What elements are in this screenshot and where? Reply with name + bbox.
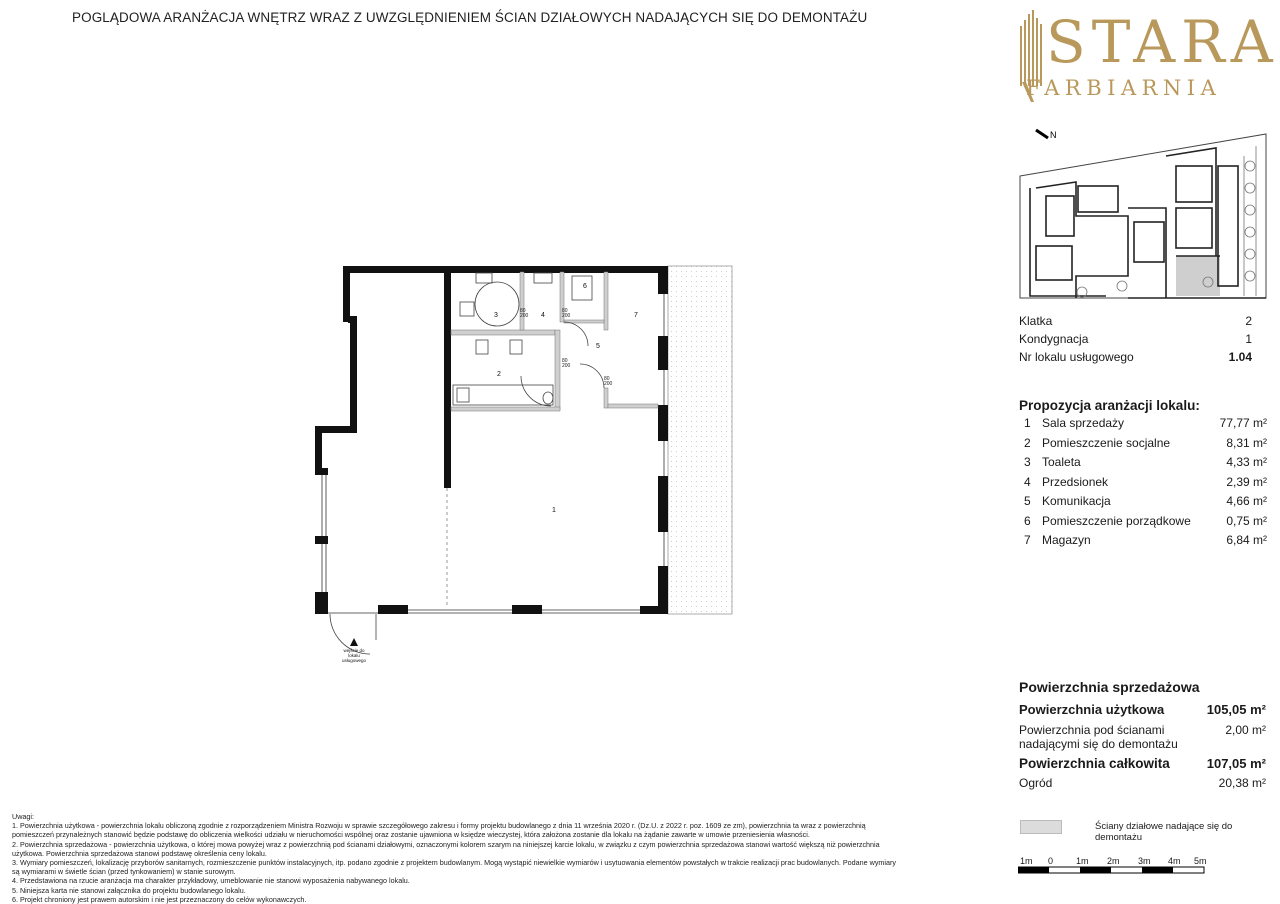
info-label: Nr lokalu usługowego <box>1019 350 1134 364</box>
scale-label: 3m <box>1138 856 1151 866</box>
walls-label-2: nadającymi się do demontażu <box>1019 737 1178 751</box>
room-row <box>1024 434 1267 453</box>
info-value: 2 <box>1245 314 1252 328</box>
walls-area-row <box>1019 723 1266 751</box>
usable-area-row <box>1019 702 1266 717</box>
room-row <box>1024 531 1267 550</box>
scale-label: 1m <box>1076 856 1089 866</box>
room-number: 2 <box>1024 435 1031 450</box>
room-name: Przedsionek <box>1042 474 1109 489</box>
room-area: 4,33 m² <box>1226 455 1267 469</box>
garden-label: Ogród <box>1019 776 1053 790</box>
walls-label-1: Powierzchnia pod ścianami <box>1019 723 1165 737</box>
room-label-3: 3 <box>494 312 498 319</box>
logo-main-text: STARA <box>1046 8 1279 76</box>
site-key-plan <box>1016 126 1268 304</box>
legend-swatch <box>1020 820 1062 834</box>
room-area: 8,31 m² <box>1226 435 1267 450</box>
note-line: 6. Projekt chroniony jest prawem autorskim i nie jest przeznaczony do celów wykonawczych. <box>12 894 307 904</box>
total-area-row <box>1019 756 1266 771</box>
note-line: 4. Przedstawiona na rzucie aranżacja ma charakter przykładowy, umeblowanie nie stanowi wyposażenia nabywanego lokalu. <box>12 876 410 886</box>
scale-label: 5m <box>1194 856 1207 866</box>
room-label-7: 7 <box>634 312 638 319</box>
room-label-4: 4 <box>541 312 545 319</box>
scale-label: 2m <box>1107 856 1120 866</box>
door-dimension-label: 80 200 <box>604 376 613 387</box>
notes-title: Uwagi: <box>12 812 34 821</box>
entrance-label-3: usługowego <box>341 658 367 663</box>
total-label: Powierzchnia całkowita <box>1019 756 1170 771</box>
entrance-label-2: lokalu <box>348 653 360 658</box>
north-label: N <box>1050 130 1057 140</box>
logo <box>1018 8 1279 105</box>
info-label: Kondygnacja <box>1019 332 1089 346</box>
unit-highlight <box>1176 256 1220 296</box>
room-row <box>1024 492 1267 511</box>
info-row-kondygnacja <box>1019 330 1266 348</box>
garden-area-row <box>1019 776 1266 790</box>
page-title: POGLĄDOWA ARANŻACJA WNĘTRZ WRAZ Z UWZGLĘDNIENIEM ŚCIAN DZIAŁOWYCH NADAJĄCYCH SIĘ DO DEMONTAŻU <box>72 10 868 25</box>
floor-plan <box>300 260 750 670</box>
info-label: Klatka <box>1019 314 1053 328</box>
door-dimension-label: 80 200 <box>562 358 571 369</box>
room-row <box>1024 453 1267 472</box>
room-area: 4,66 m² <box>1226 494 1267 508</box>
note-line: pomieszczeń przynależnych stanowić będzie podstawę do obliczenia wielkości udziału w nieruchomości wspólnej oraz zostanie ujawniona w księdze wieczystej, która założona zostanie dla lokalu na żądanie zawarte w umowie przeniesienia własności. <box>12 830 810 840</box>
room-label-1: 1 <box>552 507 556 514</box>
summary-title: Powierzchnia sprzedażowa <box>1019 679 1200 695</box>
room-number: 7 <box>1024 533 1031 547</box>
room-number: 3 <box>1024 455 1031 469</box>
room-row <box>1024 414 1267 433</box>
room-label-5: 5 <box>596 343 600 350</box>
room-name: Komunikacja <box>1042 494 1111 508</box>
room-area: 77,77 m² <box>1219 416 1267 430</box>
note-line: są wymiarami w świetle ścian (przed tynkowaniem) w stanie surowym. <box>12 867 236 877</box>
room-name: Toaleta <box>1042 455 1081 469</box>
scale-label: 4m <box>1168 856 1181 866</box>
scale-label: 0 <box>1048 856 1054 866</box>
note-line: 3. Wymiary pomieszczeń, lokalizację przyborów sanitarnych, rozmieszczenie punktów instalacyjnych, itp. podano zgodnie z projektem budowlanym. Mogą wystąpić niewielkie wymiarów i usytuowania elementów powstałych w trakcie realizacji prac budowlanych. Podane wymiary <box>12 858 896 868</box>
room-number: 1 <box>1024 416 1031 430</box>
usable-label: Powierzchnia użytkowa <box>1019 702 1165 717</box>
garden-value: 20,38 m² <box>1218 776 1266 790</box>
info-value: 1.04 <box>1228 350 1252 364</box>
entrance-arrow-icon <box>350 638 358 646</box>
scale-label: 1m <box>1020 856 1033 866</box>
logo-sub-text: FARBIARNIA <box>1026 76 1222 100</box>
door-dimension-label: 80 200 <box>520 308 529 319</box>
room-label-2: 2 <box>497 371 501 378</box>
room-name: Pomieszczenie socjalne <box>1042 435 1171 450</box>
note-line: 5. Niniejsza karta nie stanowi załącznika do projektu budowlanego lokalu. <box>12 885 246 895</box>
notes <box>12 812 972 904</box>
room-number: 5 <box>1024 494 1031 508</box>
scale-bar <box>1018 866 1208 874</box>
north-arrow-icon <box>1036 130 1057 140</box>
room-area: 6,84 m² <box>1226 533 1267 547</box>
room-name: Pomieszczenie porządkowe <box>1042 513 1191 528</box>
room-area: 0,75 m² <box>1226 513 1267 528</box>
walls-value: 2,00 m² <box>1225 723 1266 737</box>
room-area: 2,39 m² <box>1226 474 1267 489</box>
room-row <box>1024 512 1267 531</box>
room-number: 6 <box>1024 513 1031 528</box>
note-line: 1. Powierzchnia użytkowa - powierzchnia lokalu obliczoną zgodnie z rozporządzeniem Ministra Rozwoju w sprawie szczegółowego zakresu i formy projektu budowlanego z dnia 11 września 2020 r. (Dz.U. z 2022 r. poz. 1609 ze zm), powierzchnia ta wraz z powierzchnią <box>12 821 866 831</box>
room-row <box>1024 473 1267 492</box>
info-value: 1 <box>1245 332 1252 346</box>
info-row-klatka <box>1019 312 1266 330</box>
note-line: użytkowa. Powierzchnia sprzedażowa stanowi podstawę określenia ceny lokalu. <box>12 848 267 858</box>
total-value: 107,05 m² <box>1206 756 1266 771</box>
entrance-label-1: wejście do <box>343 648 365 653</box>
door-dimension-label: 80 200 <box>562 308 571 319</box>
room-name: Sala sprzedaży <box>1042 416 1125 430</box>
room-name: Magazyn <box>1042 533 1091 547</box>
usable-value: 105,05 m² <box>1206 702 1266 717</box>
info-row-unit-number <box>1019 348 1266 366</box>
room-label-6: 6 <box>583 283 587 290</box>
note-line: 2. Powierzchnia sprzedażowa - powierzchnia użytkowa, o której mowa powyżej wraz z powierzchnią pod ścianami działowymi, oznaczonymi kolorem szarym na niniejszej karcie lokalu, w związku z czym powierzchnia sprzedażowa stanowi wartość większą niż powierzchnia <box>12 839 880 849</box>
proposal-title: Propozycja aranżacji lokalu: <box>1019 398 1200 413</box>
legend-label: Ściany działowe nadające się do demontażu <box>1095 821 1233 843</box>
garden-area <box>668 266 732 614</box>
room-number: 4 <box>1024 474 1031 489</box>
internal-wall <box>444 266 451 488</box>
